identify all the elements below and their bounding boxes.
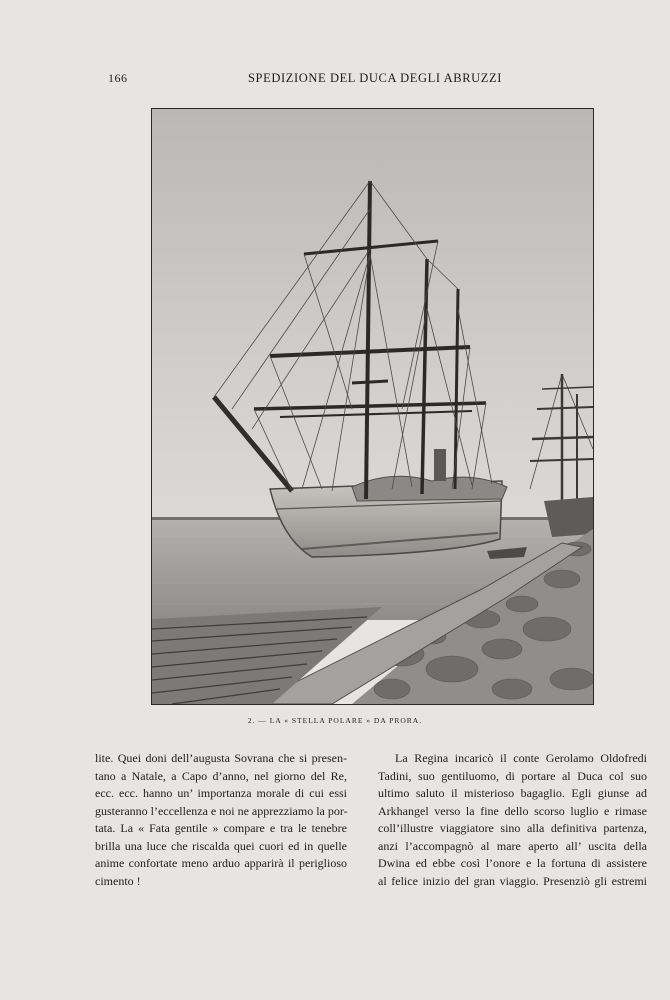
text-line: tata. La « Fata gentile » compare e tra le tenebre	[95, 821, 347, 835]
text-line: gusteranno l’eccellenza e noi ne apprezziamo la por-	[95, 803, 348, 818]
text-line: coll’illustre viaggiatore sino alla definitiva partenza,	[378, 821, 647, 835]
right-column	[378, 750, 647, 890]
text-line: tano a Natale, a Capo d’anno, nel giorno del Re,	[95, 768, 347, 783]
text-line: anzi l’accompagnò al mare aperto all’ uscita della	[378, 838, 647, 853]
text-line: Dwina ed ebbe così l’onore e la fortuna di assistere	[378, 856, 647, 870]
text-line: Arkhangel verso la fine dello scorso luglio e rimase	[378, 803, 647, 818]
text-line: cimento !	[95, 873, 141, 888]
page-number: 166	[108, 71, 128, 85]
text-line: La Regina incaricò il conte Gerolamo Oldofredi	[395, 751, 647, 765]
text-line: ecc. ecc. hanno un’ importanza morale di cui essi	[95, 786, 347, 800]
text-line: brilla una luce che riscalda quei cuori ed in quelle	[95, 838, 347, 853]
text-line: anime confortate meno arduo apparirà il periglioso	[95, 856, 347, 870]
left-column	[95, 750, 347, 890]
text-line: Tadini, suo gentiluomo, di portare al Duca col suo	[378, 768, 647, 783]
text-line: ultimo saluto il misterioso bagaglio. Egli giunse ad	[378, 786, 647, 800]
text-line: lite. Quei doni dell’augusta Sovrana che si presen-	[95, 751, 347, 765]
text-line: al felice inizio del gran viaggio. Presenziò gli estremi	[378, 873, 647, 888]
figure-caption: 2. — LA « STELLA POLARE » DA PRORA.	[247, 716, 423, 725]
ship-photograph	[151, 108, 594, 705]
running-head: SPEDIZIONE DEL DUCA DEGLI ABRUZZI	[248, 71, 503, 85]
